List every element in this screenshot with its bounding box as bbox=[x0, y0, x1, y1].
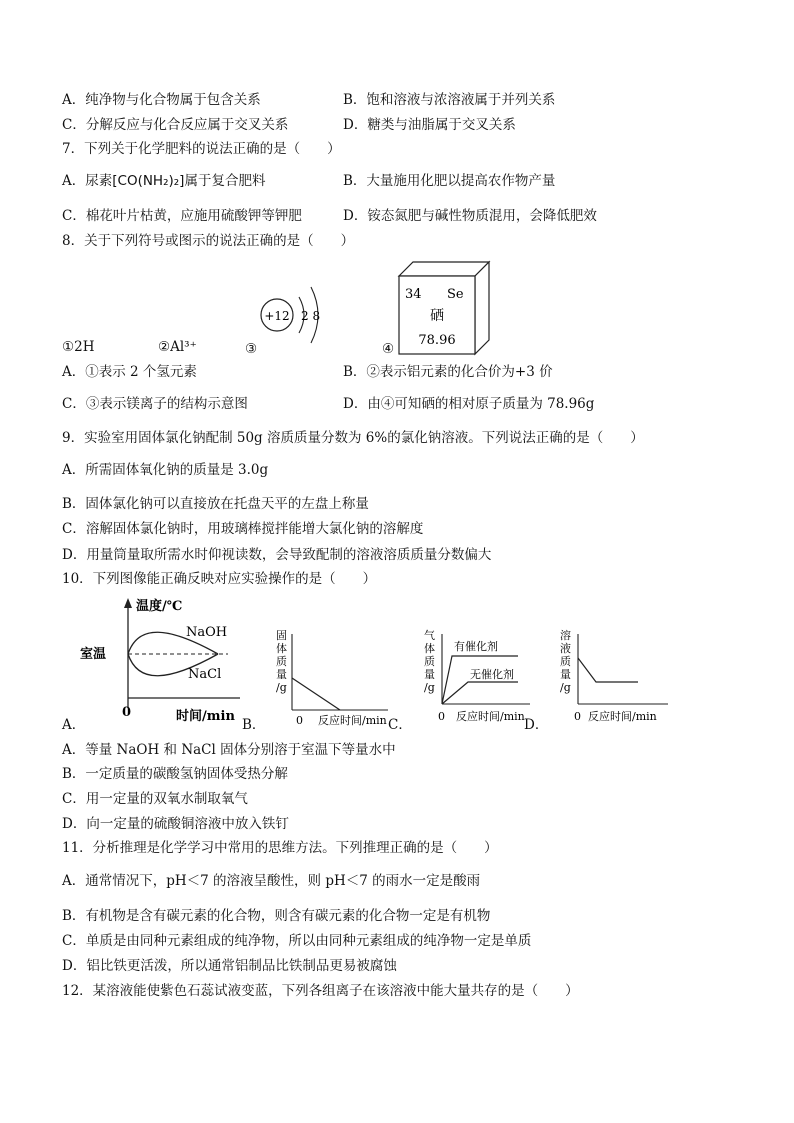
svg-text:量: 量 bbox=[276, 668, 287, 681]
q8-fig3-label: ③ bbox=[245, 341, 258, 357]
q11-option-a: A．通常情况下，pH＜7 的溶液呈酸性，则 pH＜7 的雨水一定是酸雨 bbox=[62, 873, 481, 889]
q6-option-d: D．糖类与油脂属于交叉关系 bbox=[343, 117, 516, 133]
q6-option-a: A．纯净物与化合物属于包含关系 bbox=[62, 92, 261, 108]
atom-structure-diagram bbox=[255, 275, 345, 355]
q8-option-a: A．①表示 2 个氢元素 bbox=[62, 364, 197, 380]
q11-option-b: B．有机物是含有碳元素的化合物，则含有碳元素的化合物一定是有机物 bbox=[62, 908, 491, 924]
chart-b-curve bbox=[292, 678, 340, 710]
q12-stem: 12．某溶液能使紫色石蕊试液变蓝，下列各组离子在该溶液中能大量共存的是（ ） bbox=[62, 983, 579, 999]
svg-text:量: 量 bbox=[424, 668, 435, 681]
chart-c-series1-label: 有催化剂 bbox=[454, 640, 498, 653]
chart-a-y-arrow bbox=[124, 598, 132, 608]
element-atomic-number: 34 bbox=[405, 287, 422, 302]
q10-chart-d bbox=[556, 628, 676, 728]
chart-d-curve bbox=[578, 658, 638, 682]
q7-option-b: B．大量施用化肥以提高农作物产量 bbox=[343, 173, 556, 189]
chart-c-series2-label: 无催化剂 bbox=[470, 668, 514, 681]
q9-stem: 9．实验室用固体氯化钠配制 50g 溶质质量分数为 6%的氯化钠溶液。下列说法正确的是（ ） bbox=[62, 430, 644, 446]
cell-side-face bbox=[475, 262, 489, 354]
electron-counts: 2 8 bbox=[301, 309, 321, 323]
q9-option-c: C．溶解固体氯化钠时，用玻璃棒搅拌能增大氯化钠的溶解度 bbox=[62, 521, 424, 537]
q8-stem: 8．关于下列符号或图示的说法正确的是（ ） bbox=[62, 233, 355, 249]
chart-a-series2-label: NaCl bbox=[188, 667, 222, 682]
nucleus-charge: +12 bbox=[264, 309, 290, 323]
q9-option-b: B．固体氯化钠可以直接放在托盘天平的左盘上称量 bbox=[62, 496, 369, 512]
element-atomic-mass: 78.96 bbox=[418, 333, 456, 348]
svg-text:质: 质 bbox=[560, 655, 571, 668]
q6-option-c: C．分解反应与化合反应属于交叉关系 bbox=[62, 117, 289, 133]
svg-text:/g: /g bbox=[276, 681, 287, 694]
q10-chart-b-option: B． bbox=[242, 717, 266, 733]
element-cell-diagram bbox=[395, 258, 495, 358]
element-name: 硒 bbox=[430, 308, 444, 324]
element-symbol: Se bbox=[447, 287, 464, 302]
q11-option-d: D．铝比铁更活泼，所以通常铝制品比铁制品更易被腐蚀 bbox=[62, 958, 397, 974]
svg-text:/g: /g bbox=[424, 681, 435, 694]
chart-a-series1-label: NaOH bbox=[186, 625, 228, 640]
q8-fig2-label: ②Al³⁺ bbox=[158, 339, 197, 355]
chart-c-origin: 0 bbox=[438, 710, 445, 723]
q11-option-c: C．单质是由同种元素组成的纯净物，所以由同种元素组成的纯净物一定是单质 bbox=[62, 933, 532, 949]
cell-top-face bbox=[399, 262, 489, 276]
q9-option-d: D．用量筒量取所需水时仰视读数，会导致配制的溶液溶质质量分数偏大 bbox=[62, 547, 492, 563]
q7-option-a-suffix: 属于复合肥料 bbox=[184, 173, 266, 189]
q7-option-d: D．铵态氮肥与碱性物质混用，会降低肥效 bbox=[343, 208, 597, 224]
q7-option-c: C．棉花叶片枯黄，应施用硫酸钾等钾肥 bbox=[62, 208, 302, 224]
chart-a-origin: 0 bbox=[122, 705, 132, 720]
svg-text:固: 固 bbox=[276, 629, 287, 642]
chart-c-no-catalyst-curve bbox=[442, 682, 518, 704]
q10-chart-c-option: C． bbox=[388, 717, 412, 733]
chart-d-xlabel: 反应时间/min bbox=[588, 710, 657, 723]
q10-option-d: D．向一定量的硫酸铜溶液中放入铁钉 bbox=[62, 816, 289, 832]
svg-text:质: 质 bbox=[276, 655, 287, 668]
svg-text:液: 液 bbox=[560, 642, 571, 655]
svg-text:/g: /g bbox=[560, 681, 571, 694]
svg-text:体: 体 bbox=[424, 642, 435, 655]
chart-b-xlabel: 反应时间/min bbox=[318, 714, 387, 727]
svg-text:气: 气 bbox=[424, 629, 435, 642]
q8-option-c: C．③表示镁离子的结构示意图 bbox=[62, 396, 248, 412]
q8-fig4-label: ④ bbox=[382, 341, 395, 357]
q10-option-b: B．一定质量的碳酸氢钠固体受热分解 bbox=[62, 766, 288, 782]
q10-chart-a-option: A． bbox=[62, 717, 86, 733]
q6-option-b: B．饱和溶液与浓溶液属于并列关系 bbox=[343, 92, 556, 108]
chart-c-xlabel: 反应时间/min bbox=[456, 710, 525, 723]
q10-stem: 10．下列图像能正确反映对应实验操作的是（ ） bbox=[62, 571, 377, 587]
q10-option-a: A．等量 NaOH 和 NaCl 固体分别溶于室温下等量水中 bbox=[62, 742, 396, 758]
chart-a-baseline-label: 室温 bbox=[80, 647, 107, 662]
svg-text:溶: 溶 bbox=[560, 629, 571, 642]
q7-option-a-prefix: A．尿素 bbox=[62, 173, 113, 189]
q11-stem: 11．分析推理是化学学习中常用的思维方法。下列推理正确的是（ ） bbox=[62, 840, 498, 856]
chart-a-ylabel: 温度/℃ bbox=[136, 599, 183, 614]
svg-text:量: 量 bbox=[560, 668, 571, 681]
svg-text:质: 质 bbox=[424, 655, 435, 668]
q7-stem: 7．下列关于化学肥料的说法正确的是（ ） bbox=[62, 141, 341, 157]
chart-b-ylabel bbox=[276, 629, 287, 694]
chart-a-xlabel: 时间/min bbox=[176, 709, 235, 724]
q10-chart-c bbox=[418, 628, 534, 728]
chart-c-ylabel bbox=[424, 628, 435, 694]
q8-fig1-label: ①2H bbox=[62, 339, 95, 355]
q10-option-c: C．用一定量的双氧水制取氧气 bbox=[62, 791, 248, 807]
q10-chart-d-option: D． bbox=[524, 717, 549, 733]
q8-option-b: B．②表示铝元素的化合价为+3 价 bbox=[343, 364, 553, 380]
q7-option-a-formula: [CO(NH₂)₂] bbox=[112, 173, 185, 189]
chart-d-origin: 0 bbox=[574, 710, 581, 723]
svg-text:体: 体 bbox=[276, 642, 287, 655]
q9-option-a: A．所需固体氧化钠的质量是 3.0g bbox=[62, 462, 269, 478]
chart-d-ylabel bbox=[560, 628, 571, 694]
chart-b-origin: 0 bbox=[296, 714, 303, 727]
q10-chart-a bbox=[78, 596, 248, 726]
q8-option-d: D．由④可知硒的相对原子质量为 78.96g bbox=[343, 396, 595, 412]
q7-option-a bbox=[62, 172, 265, 190]
q10-chart-b bbox=[260, 628, 392, 728]
